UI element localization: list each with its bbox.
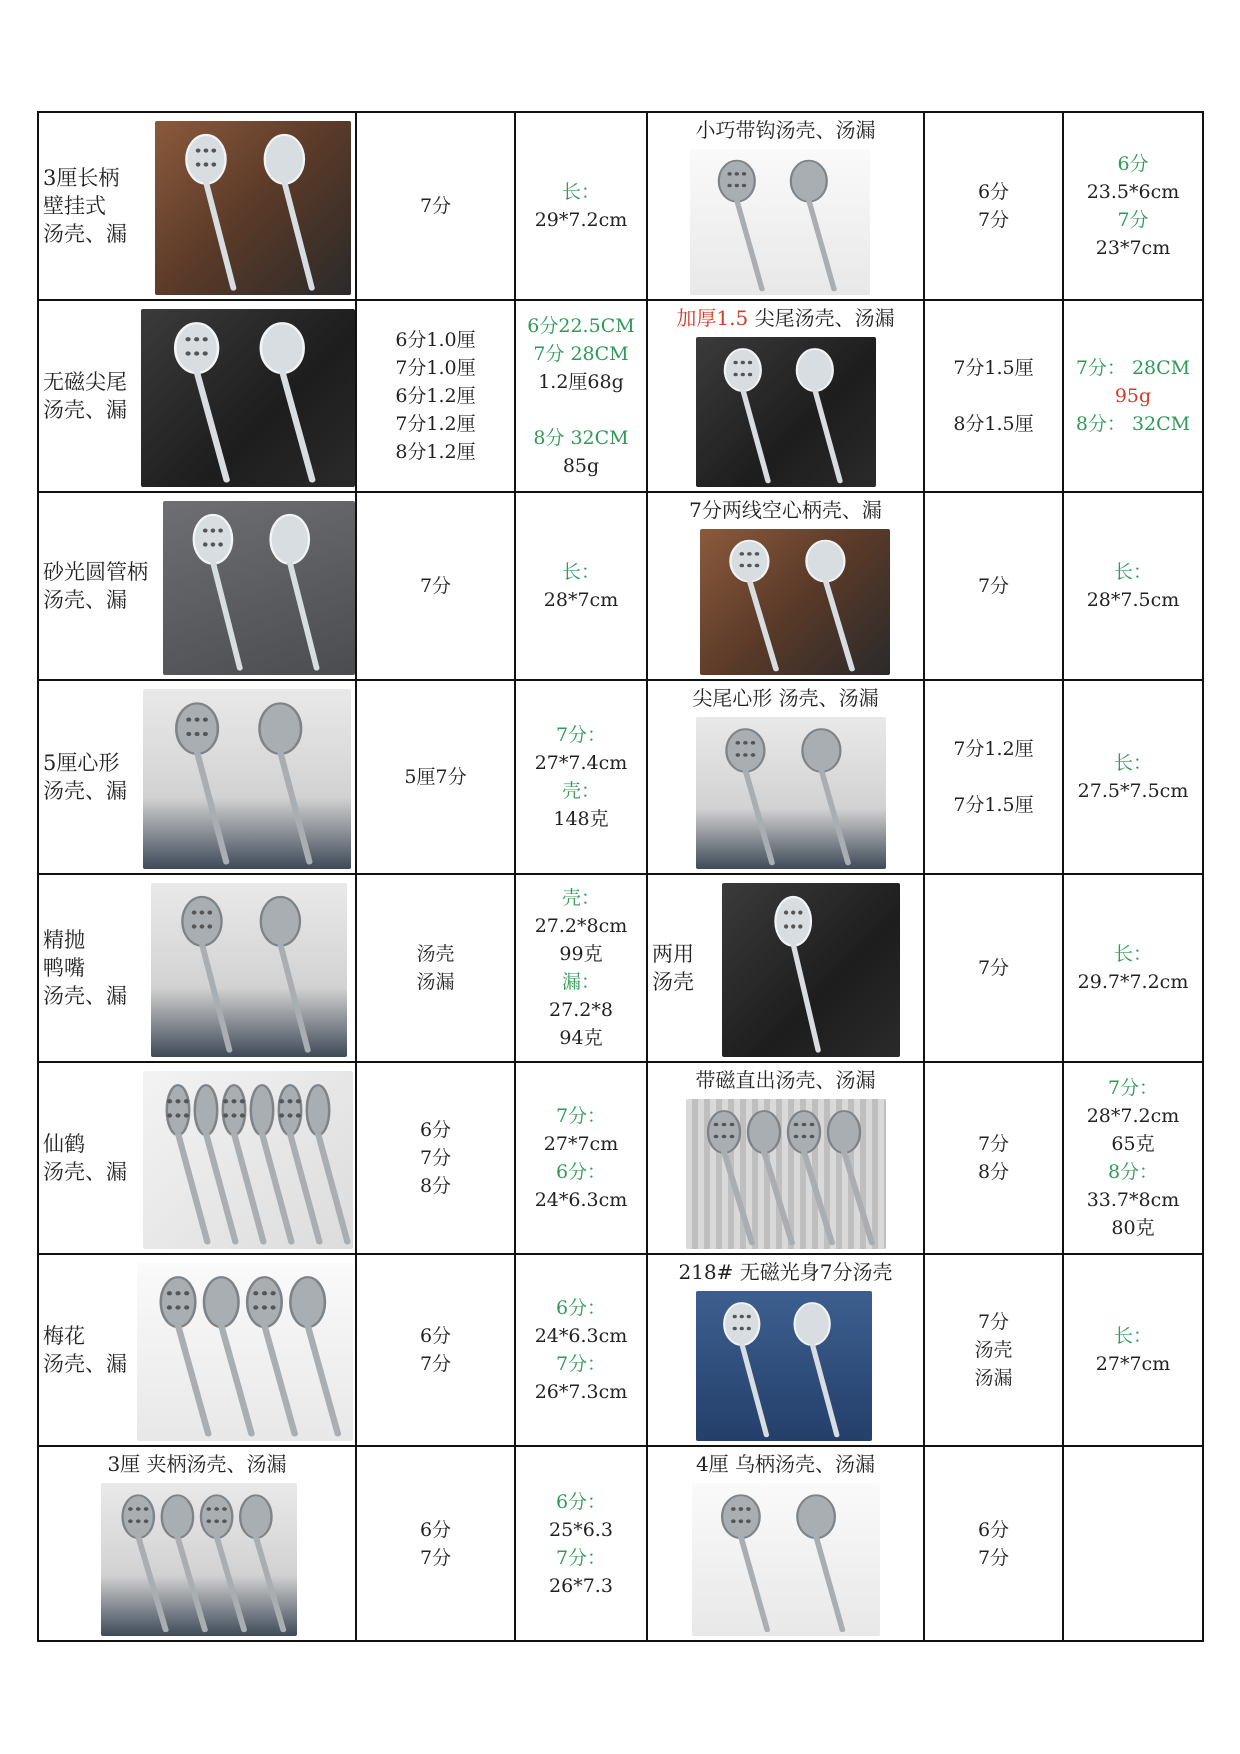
size-lines bbox=[357, 940, 514, 996]
product-name-line: 汤壳、漏 bbox=[43, 222, 127, 246]
ladle-illustration bbox=[696, 337, 876, 487]
dimension-line: 长： bbox=[1113, 561, 1152, 583]
size-line: 6分 bbox=[419, 1325, 452, 1347]
dimension-line: 33.7*8cm bbox=[1086, 1189, 1180, 1211]
dimension-line: 23.5*6cm bbox=[1086, 181, 1180, 203]
dimension-line: 长： bbox=[1113, 943, 1152, 965]
size-line: 汤漏 bbox=[974, 1367, 1013, 1389]
size-line: 7分1.2厘 bbox=[953, 738, 1034, 760]
size-line: 6分 bbox=[977, 1518, 1010, 1541]
dimensions-cell bbox=[515, 112, 647, 300]
product-title bbox=[648, 1258, 923, 1286]
dimension-lines bbox=[1064, 354, 1202, 438]
dimension-line: 65克 bbox=[1111, 1133, 1155, 1155]
size-cell bbox=[356, 1062, 515, 1254]
dimension-line: 7分： bbox=[555, 724, 607, 746]
size-line: 8分 bbox=[419, 1175, 452, 1197]
dimension-lines bbox=[1064, 1074, 1202, 1242]
size-line: 6分1.0厘 bbox=[395, 329, 476, 351]
product-photo bbox=[155, 121, 351, 295]
product-catalog-table bbox=[37, 111, 1204, 1642]
product-photo bbox=[692, 1483, 880, 1636]
product-photo bbox=[163, 501, 355, 675]
dimension-line: 94克 bbox=[559, 1027, 603, 1049]
ladle-illustration bbox=[690, 149, 870, 295]
product-title bbox=[648, 496, 923, 524]
dimension-line: 27.5*7.5cm bbox=[1077, 780, 1189, 802]
dimension-line: 7分 bbox=[1117, 209, 1149, 231]
product-title-cell bbox=[647, 492, 924, 680]
size-line: 7分1.0厘 bbox=[395, 357, 476, 379]
dimension-line: 26*7.3cm bbox=[534, 1381, 628, 1403]
dimension-line: 7分 28CM bbox=[533, 343, 629, 365]
product-name-line: 仙鹤 bbox=[43, 1132, 85, 1156]
dimension-line: 25*6.3 bbox=[549, 1518, 613, 1541]
product-title-cell bbox=[647, 1254, 924, 1446]
dimension-line: 23*7cm bbox=[1095, 237, 1171, 259]
size-cell bbox=[356, 680, 515, 874]
size-line: 7分1.5厘 bbox=[953, 794, 1034, 816]
title-text: 尖尾汤壳、汤漏 bbox=[754, 306, 895, 330]
ladle-illustration bbox=[143, 1071, 353, 1249]
size-line: 7分1.5厘 bbox=[953, 357, 1034, 379]
table-row bbox=[38, 874, 1203, 1062]
product-name-line: 两用 bbox=[652, 942, 694, 966]
product-photo bbox=[696, 337, 876, 487]
size-cell bbox=[924, 1446, 1063, 1641]
table-row bbox=[38, 1446, 1203, 1641]
size-cell bbox=[356, 300, 515, 492]
product-title-cell bbox=[647, 112, 924, 300]
dimension-line: 24*6.3cm bbox=[534, 1325, 628, 1347]
dimension-line: 28*7cm bbox=[543, 589, 619, 611]
size-cell bbox=[924, 1062, 1063, 1254]
size-cell bbox=[356, 874, 515, 1062]
dimension-line: 壳： bbox=[561, 887, 600, 909]
product-title bbox=[648, 1450, 923, 1478]
size-line: 7分1.2厘 bbox=[395, 413, 476, 435]
dimension-line: 28*7.5cm bbox=[1086, 589, 1180, 611]
product-title bbox=[648, 1066, 923, 1094]
title-text: 4厘 乌柄汤壳、汤漏 bbox=[695, 1452, 876, 1476]
product-name-line: 汤壳、漏 bbox=[43, 1160, 127, 1184]
dimensions-cell bbox=[1063, 1254, 1203, 1446]
dimension-line: 80克 bbox=[1111, 1217, 1155, 1239]
ladle-illustration bbox=[101, 1483, 297, 1636]
dimension-line: 7分： bbox=[555, 1105, 607, 1127]
size-line: 8分 bbox=[977, 1161, 1010, 1183]
size-line: 7分 bbox=[977, 209, 1010, 231]
dimensions-cell bbox=[515, 1062, 647, 1254]
product-name-line: 3厘长柄 bbox=[43, 166, 120, 190]
size-lines bbox=[357, 763, 514, 791]
table-row bbox=[38, 112, 1203, 300]
product-title-cell bbox=[647, 1446, 924, 1641]
product-name-line: 壁挂式 bbox=[43, 194, 106, 218]
product-name bbox=[43, 926, 127, 1010]
product-title-cell bbox=[647, 1062, 924, 1254]
dimension-lines bbox=[516, 178, 646, 234]
product-name-line: 鸭嘴 bbox=[43, 956, 85, 980]
product-name-line: 5厘心形 bbox=[43, 751, 120, 775]
dimension-line: 漏： bbox=[561, 971, 600, 993]
dimension-line: 6分 bbox=[1117, 153, 1149, 175]
size-lines bbox=[925, 1516, 1062, 1572]
table-row bbox=[38, 680, 1203, 874]
dimension-lines bbox=[1064, 1322, 1202, 1378]
product-title-cell bbox=[647, 680, 924, 874]
size-lines bbox=[925, 1308, 1062, 1392]
product-name-cell bbox=[38, 1254, 356, 1446]
product-name-line: 汤壳、漏 bbox=[43, 1352, 127, 1376]
size-lines bbox=[357, 326, 514, 466]
size-cell bbox=[924, 874, 1063, 1062]
size-lines bbox=[925, 954, 1062, 982]
product-name bbox=[43, 1322, 127, 1378]
dimension-lines bbox=[1064, 940, 1202, 996]
dimension-line: 95g bbox=[1114, 385, 1152, 407]
product-name bbox=[43, 1130, 127, 1186]
dimensions-cell bbox=[1063, 492, 1203, 680]
size-cell bbox=[356, 1446, 515, 1641]
size-line: 6分 bbox=[419, 1518, 452, 1541]
ladle-illustration bbox=[137, 1263, 353, 1441]
dimension-line: 长： bbox=[1113, 752, 1152, 774]
product-name bbox=[43, 558, 148, 614]
dimensions-cell bbox=[1063, 300, 1203, 492]
dimension-line: 7分： bbox=[1107, 1077, 1159, 1099]
product-photo bbox=[101, 1483, 297, 1636]
dimensions-cell bbox=[1063, 112, 1203, 300]
size-line: 7分 bbox=[977, 575, 1010, 597]
dimension-line bbox=[516, 396, 646, 424]
product-title-cell bbox=[647, 300, 924, 492]
ladle-illustration bbox=[692, 1483, 880, 1636]
dimension-line: 长： bbox=[1113, 1325, 1152, 1347]
size-line: 汤壳 bbox=[416, 943, 455, 965]
dimension-line: 7分： bbox=[555, 1353, 607, 1375]
dimensions-cell bbox=[515, 874, 647, 1062]
size-lines bbox=[925, 354, 1062, 438]
product-photo bbox=[722, 883, 900, 1057]
title-text: 小巧带钩汤壳、汤漏 bbox=[695, 118, 876, 142]
dimension-line: 148克 bbox=[553, 808, 609, 830]
table-row bbox=[38, 300, 1203, 492]
product-photo bbox=[696, 717, 886, 869]
product-photo bbox=[700, 529, 890, 675]
size-cell bbox=[356, 1254, 515, 1446]
dimension-line: 29.7*7.2cm bbox=[1077, 971, 1189, 993]
size-line: 汤漏 bbox=[416, 971, 455, 993]
product-title-cell bbox=[38, 1446, 356, 1641]
size-cell bbox=[924, 680, 1063, 874]
dimension-line: 8分： 32CM bbox=[1075, 413, 1191, 435]
dimension-line: 85g bbox=[562, 455, 600, 477]
product-photo bbox=[151, 883, 347, 1057]
size-line: 7分 bbox=[419, 1147, 452, 1169]
size-lines bbox=[357, 1322, 514, 1378]
product-photo bbox=[141, 309, 355, 487]
size-cell bbox=[356, 492, 515, 680]
dimensions-cell bbox=[1063, 680, 1203, 874]
dimension-line: 27*7cm bbox=[1095, 1353, 1171, 1375]
product-name-cell bbox=[38, 680, 356, 874]
dimension-lines bbox=[516, 721, 646, 833]
size-lines bbox=[925, 572, 1062, 600]
dimensions-cell bbox=[515, 680, 647, 874]
size-line: 8分1.2厘 bbox=[395, 441, 476, 463]
size-lines bbox=[925, 735, 1062, 819]
size-lines bbox=[357, 1516, 514, 1572]
size-line: 7分 bbox=[419, 575, 452, 597]
ladle-illustration bbox=[141, 309, 355, 487]
product-name-line: 汤壳、漏 bbox=[43, 398, 127, 422]
size-line: 汤壳 bbox=[974, 1339, 1013, 1361]
product-name bbox=[43, 368, 127, 424]
dimensions-cell bbox=[1063, 1446, 1203, 1641]
size-lines bbox=[357, 1116, 514, 1200]
dimension-line: 6分： bbox=[555, 1490, 607, 1513]
product-name-line: 砂光圆管柄 bbox=[43, 560, 148, 584]
title-text: 218# 无磁光身7分汤壳 bbox=[678, 1260, 893, 1284]
product-name-line: 汤壳 bbox=[652, 970, 694, 994]
dimensions-cell bbox=[515, 300, 647, 492]
dimensions-cell bbox=[515, 1446, 647, 1641]
product-name-line: 汤壳、漏 bbox=[43, 779, 127, 803]
dimension-lines bbox=[516, 312, 646, 480]
dimensions-cell bbox=[1063, 874, 1203, 1062]
size-line bbox=[925, 382, 1062, 410]
dimension-line: 8分 32CM bbox=[533, 427, 629, 449]
size-line: 6分 bbox=[977, 181, 1010, 203]
size-cell bbox=[356, 112, 515, 300]
product-name-line: 汤壳、漏 bbox=[43, 588, 127, 612]
dimension-lines bbox=[516, 1102, 646, 1214]
dimension-line: 27*7.4cm bbox=[534, 752, 628, 774]
size-line: 7分 bbox=[977, 957, 1010, 979]
ladle-illustration bbox=[163, 501, 355, 675]
dimension-lines bbox=[516, 558, 646, 614]
size-line: 7分 bbox=[419, 1546, 452, 1569]
dimension-lines bbox=[516, 884, 646, 1052]
title-text: 3厘 夹柄汤壳、汤漏 bbox=[107, 1452, 287, 1476]
dimension-line: 6分： bbox=[555, 1297, 607, 1319]
product-title bbox=[648, 304, 923, 332]
size-cell bbox=[924, 112, 1063, 300]
dimension-line: 7分： 28CM bbox=[1075, 357, 1191, 379]
size-line bbox=[925, 763, 1062, 791]
product-photo bbox=[686, 1099, 886, 1249]
size-line: 7分 bbox=[977, 1546, 1010, 1569]
size-line: 6分 bbox=[419, 1119, 452, 1141]
dimension-lines bbox=[1064, 150, 1202, 262]
dimension-line: 29*7.2cm bbox=[534, 209, 628, 231]
dimension-line: 长： bbox=[561, 561, 600, 583]
size-line: 7分 bbox=[977, 1311, 1010, 1333]
title-text: 带磁直出汤壳、汤漏 bbox=[695, 1068, 876, 1092]
product-title bbox=[39, 1450, 355, 1478]
size-cell bbox=[924, 492, 1063, 680]
size-lines bbox=[925, 1130, 1062, 1186]
product-name-line: 精抛 bbox=[43, 928, 85, 952]
size-lines bbox=[925, 178, 1062, 234]
product-name-cell bbox=[38, 492, 356, 680]
product-name bbox=[652, 940, 694, 996]
dimension-line: 8分： bbox=[1107, 1161, 1159, 1183]
dimensions-cell bbox=[1063, 1062, 1203, 1254]
ladle-illustration bbox=[155, 121, 351, 295]
dimension-line: 6分： bbox=[555, 1161, 607, 1183]
table-row bbox=[38, 1254, 1203, 1446]
product-photo bbox=[696, 1291, 872, 1441]
product-name-line: 无磁尖尾 bbox=[43, 370, 127, 394]
product-name-cell bbox=[38, 300, 356, 492]
dimension-line: 99克 bbox=[559, 943, 603, 965]
ladle-illustration bbox=[696, 717, 886, 869]
product-name-cell bbox=[647, 874, 924, 1062]
size-cell bbox=[924, 1254, 1063, 1446]
product-name-cell bbox=[38, 112, 356, 300]
ladle-illustration bbox=[686, 1099, 886, 1249]
size-line: 8分1.5厘 bbox=[953, 413, 1034, 435]
dimension-lines bbox=[1064, 749, 1202, 805]
dimension-line: 27*7cm bbox=[543, 1133, 619, 1155]
ladle-illustration bbox=[151, 883, 347, 1057]
dimension-lines bbox=[516, 1294, 646, 1406]
ladle-illustration bbox=[696, 1291, 872, 1441]
product-photo bbox=[143, 689, 351, 869]
size-line: 7分 bbox=[419, 1353, 452, 1375]
table-row bbox=[38, 1062, 1203, 1254]
dimension-line: 1.2厘68g bbox=[538, 371, 624, 393]
dimension-line: 26*7.3 bbox=[549, 1574, 613, 1597]
ladle-illustration bbox=[700, 529, 890, 675]
product-name-cell bbox=[38, 1062, 356, 1254]
size-line: 7分 bbox=[977, 1133, 1010, 1155]
dimension-line: 24*6.3cm bbox=[534, 1189, 628, 1211]
size-lines bbox=[357, 572, 514, 600]
product-photo bbox=[143, 1071, 353, 1249]
title-highlight: 加厚1.5 bbox=[676, 306, 749, 330]
dimensions-cell bbox=[515, 492, 647, 680]
product-title bbox=[648, 116, 923, 144]
size-line: 6分1.2厘 bbox=[395, 385, 476, 407]
dimension-line: 28*7.2cm bbox=[1086, 1105, 1180, 1127]
dimensions-cell bbox=[515, 1254, 647, 1446]
product-name-line: 梅花 bbox=[43, 1324, 85, 1348]
product-name bbox=[43, 164, 127, 248]
product-name bbox=[43, 749, 127, 805]
product-photo bbox=[690, 149, 870, 295]
ladle-illustration bbox=[143, 689, 351, 869]
ladle-illustration bbox=[722, 883, 900, 1057]
dimension-line: 壳： bbox=[561, 780, 600, 802]
table-row bbox=[38, 492, 1203, 680]
dimension-line: 27.2*8cm bbox=[534, 915, 628, 937]
title-text: 尖尾心形 汤壳、汤漏 bbox=[692, 686, 879, 710]
dimension-lines bbox=[516, 1488, 646, 1600]
product-name-cell bbox=[38, 874, 356, 1062]
product-title bbox=[648, 684, 923, 712]
title-text: 7分两线空心柄壳、漏 bbox=[689, 498, 882, 522]
dimension-line: 27.2*8 bbox=[549, 999, 613, 1021]
size-cell bbox=[924, 300, 1063, 492]
size-lines bbox=[357, 192, 514, 220]
dimension-lines bbox=[1064, 558, 1202, 614]
dimension-line: 7分： bbox=[555, 1546, 607, 1569]
product-photo bbox=[137, 1263, 353, 1441]
dimension-line: 6分22.5CM bbox=[527, 315, 635, 337]
size-line: 5厘7分 bbox=[404, 766, 467, 788]
size-line: 7分 bbox=[419, 195, 452, 217]
product-name-line: 汤壳、漏 bbox=[43, 984, 127, 1008]
dimension-line: 长： bbox=[561, 181, 600, 203]
